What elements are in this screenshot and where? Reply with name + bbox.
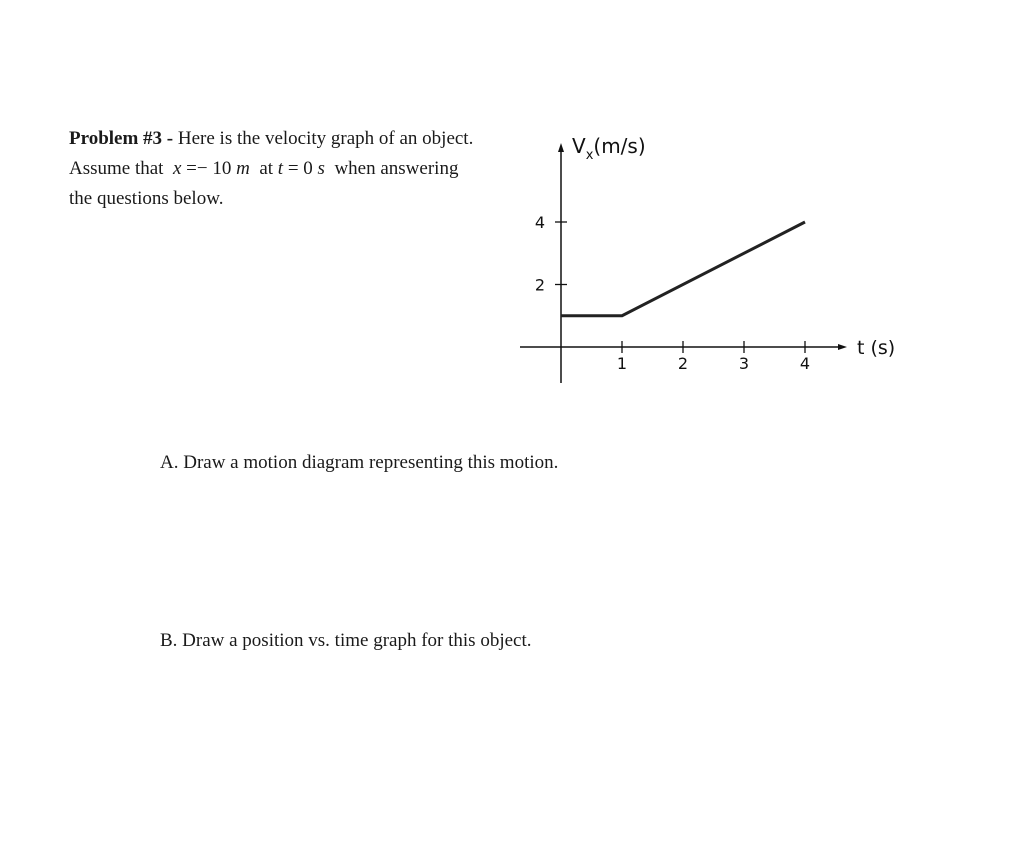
x-value: =− 10 [186, 158, 232, 179]
x-variable: x [172, 158, 182, 179]
assume-text: Assume that [69, 158, 164, 179]
x-unit: m [236, 158, 250, 179]
y-axis-arrow [558, 143, 564, 152]
y-label-subscript: x [585, 148, 594, 163]
x-axis-label: t (s) [857, 337, 896, 359]
velocity-line [561, 222, 805, 316]
t-variable: t [277, 158, 284, 179]
tick-group [535, 213, 810, 373]
y-label-unit: (m/s) [593, 134, 646, 158]
y-label-main: V [572, 134, 586, 158]
problem-heading: Problem #3 - [69, 128, 174, 149]
when-text: when answering [334, 158, 459, 179]
problem-line-3: the questions below. [69, 188, 224, 209]
x-tick-label-1: 1 [616, 354, 628, 373]
x-tick-label-3: 3 [738, 354, 750, 373]
at-text: at [259, 158, 274, 179]
t-value: = 0 [287, 158, 313, 179]
question-b: B. Draw a position vs. time graph for this object. [160, 630, 532, 651]
x-tick-label-2: 2 [677, 354, 689, 373]
t-unit: s [317, 158, 325, 179]
x-tick-label-4: 4 [799, 354, 811, 373]
y-axis-label [572, 134, 646, 163]
question-a: A. Draw a motion diagram representing this motion. [160, 452, 559, 473]
y-tick-label-2: 2 [534, 275, 546, 295]
x-axis-arrow [838, 344, 847, 350]
y-tick-label-4: 4 [534, 213, 546, 232]
problem-intro: Here is the velocity graph of an object. [177, 128, 474, 149]
